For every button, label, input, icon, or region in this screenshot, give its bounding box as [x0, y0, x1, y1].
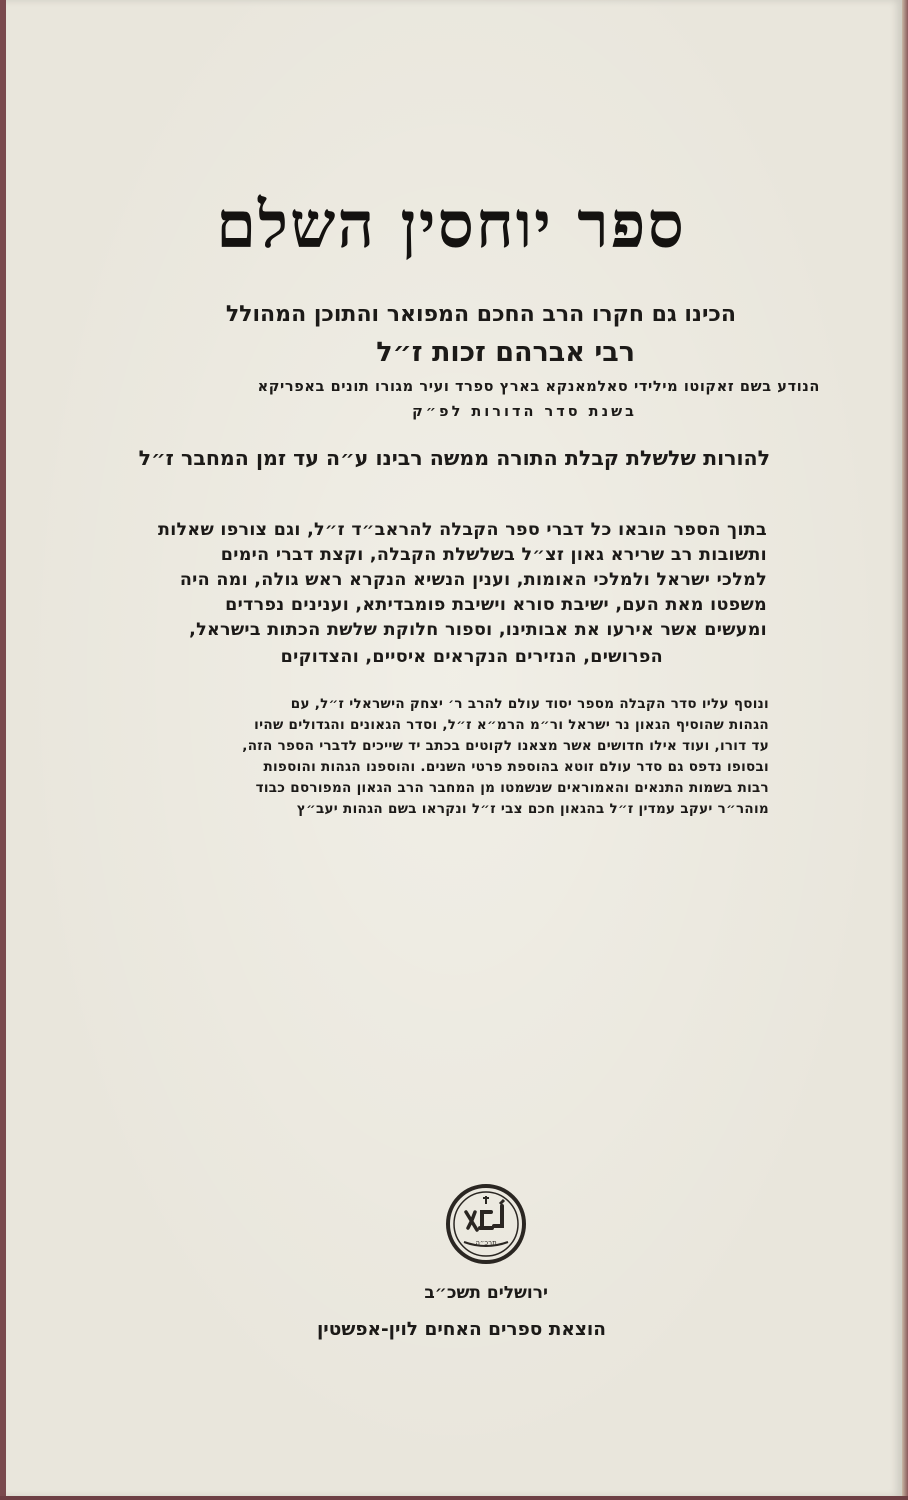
- paragraph-line: רבות בשמות התנאים והאמוראים שנשמטו מן המחבר הרב הגאון המפורסם כבוד: [255, 780, 769, 796]
- paragraph-line: הגהות שהוסיף הגאון נר ישראל ור״מ הרמ״א ז״ל, וסדר הגאונים והגדולים שהיו: [254, 717, 769, 733]
- paragraph-line: ובסופו נדפס גם סדר עולם זוטא בהוספת פרטי השנים. והוספנו הגהות והוספות: [263, 759, 769, 775]
- subtitle: הכינו גם חקרו הרב החכם המפואר והתוכן המהולל: [225, 302, 736, 327]
- author-name: רבי אברהם זכות ז״ל: [376, 337, 635, 368]
- author-note-line: בשנת סדר הדורות לפ״ק: [412, 404, 637, 420]
- imprint-city-year: ירושלים תשכ״ב: [424, 1283, 548, 1303]
- publisher-emblem-icon: [444, 1182, 528, 1266]
- imprint-publisher: הוצאת ספרים האחים לוין-אפשטין: [316, 1319, 606, 1340]
- paragraph-line: ונוסף עליו סדר הקבלה מספר יסוד עולם להרב ר׳ יצחק הישראלי ז״ל, עם: [290, 696, 769, 712]
- paragraph-line: ומעשים אשר אירעו את אבותינו, וספור חלוקת שלשת הכתות בישראל,: [189, 620, 767, 640]
- chain-of-tradition-line: להורות שלשלת קבלת התורה ממשה רבינו ע״ה עד זמן המחבר ז״ל: [138, 446, 770, 470]
- book-cover-edge: [902, 0, 908, 1500]
- paragraph-line: עד דורו, ועוד אילו חדושים אשר מצאנו לקוטים בכתב יד שייכים לדברי הספר הזה,: [242, 738, 769, 754]
- logo-year-mark: תרכ״ה: [475, 1239, 497, 1247]
- paragraph-line: בתוך הספר הובאו כל דברי ספר הקבלה להראב״ד ז״ל, וגם צורפו שאלות: [157, 520, 767, 540]
- paragraph-line: הפרושים, הנזירים הנקראים איסיים, והצדוקים: [280, 647, 663, 667]
- book-cover-bottom-edge: [0, 1496, 908, 1500]
- paragraph-line: למלכי ישראל ולמלכי האומות, וענין הנשיא הנקרא ראש גולה, ומה היה: [179, 570, 767, 590]
- paragraph-line: ותשובות רב שרירא גאון זצ״ל בשלשלת הקבלה, וקצת דברי הימים: [220, 545, 767, 565]
- author-note-line: הנודע בשם זאקוטו מילידי סאלמאנקא בארץ ספרד ועיר מגורו תונים באפריקא: [257, 379, 820, 395]
- paragraph-line: מוהר״ר יעקב עמדין ז״ל בהגאון חכם צבי ז״ל ונקראו בשם הגהות יעב״ץ: [296, 801, 769, 817]
- title-page: [6, 0, 903, 1497]
- book-title: ספר יוחסין השלם: [216, 188, 686, 263]
- paragraph-line: משפטו מאת העם, ישיבת סורא וישיבת פומבדיתא, וענינים נפרדים: [225, 595, 767, 615]
